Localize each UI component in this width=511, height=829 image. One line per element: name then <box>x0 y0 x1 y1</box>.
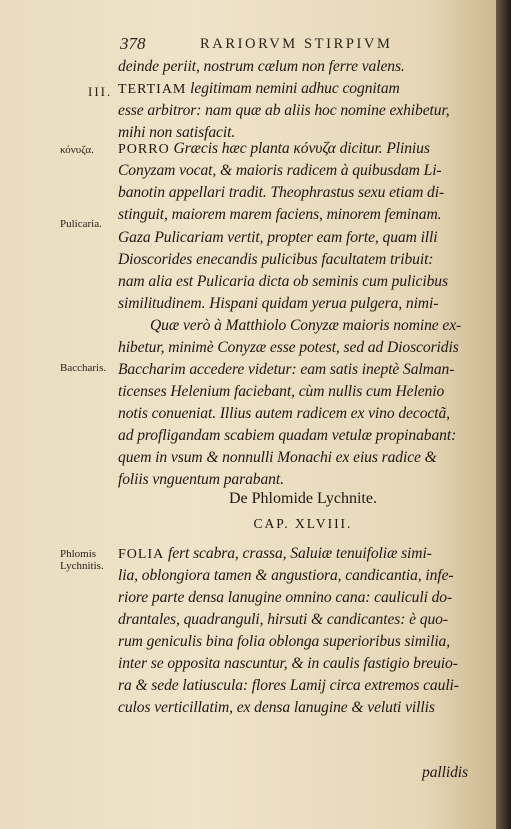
chapter-title: De Phlomide Lychnite. <box>229 490 377 507</box>
margin-note-phlomis: Phlomis Lychnitis. <box>60 548 104 572</box>
text-line: quem in vsum & nonnulli Monachi ex eius radice & <box>118 449 437 466</box>
text-line: Quæ verò à Matthiolo Conyzæ maioris nomine ex- <box>150 317 462 334</box>
text-line: mihi non satisfacit. <box>118 124 236 141</box>
text-line: culos verticillatim, ex densa lanugine & veluti villis <box>118 699 435 716</box>
page-number: 378 <box>120 34 146 53</box>
page-edge <box>496 0 511 829</box>
text-line: similitudinem. Hispani quidam yerua pulgera, nimi- <box>118 295 439 312</box>
text-line: PORRO Græcis hæc planta κόνυζα dicitur. Plinius <box>118 140 430 157</box>
lead-word: PORRO <box>118 142 170 157</box>
text-line: FOLIA fert scabra, crassa, Saluiæ tenuifoliæ simi- <box>118 545 432 562</box>
text-line: hibetur, minimè Conyzæ esse potest, sed ad Dioscoridis <box>118 339 459 356</box>
margin-note-baccharis: Baccharis. <box>60 362 107 374</box>
text-line: esse arbitror: nam quæ ab aliis hoc nomine exhibetur, <box>118 102 450 119</box>
text-line: Baccharim accedere videtur: eam satis ineptè Salman- <box>118 361 455 378</box>
text-line: ra & sede latiuscula: flores Lamij circa extremos cauli- <box>118 677 459 694</box>
text-line: banotin appellari tradit. Theophrastus sexu etiam di- <box>118 184 445 201</box>
text-line: ad profligandam scabiem quadam vetulæ propinabant: <box>118 427 457 444</box>
running-head: RARIORVM STIRPIVM <box>200 36 393 52</box>
text-line: deinde periit, nostrum cælum non ferre valens. <box>118 58 405 75</box>
text-line: drantales, quadranguli, hirsuti & candicantes: è quo- <box>118 611 448 628</box>
margin-note-greek: κόνυζα. <box>60 144 94 156</box>
text-line: ticenses Helenium faciebant, cùm nullis cum Helenio <box>118 383 445 400</box>
text-line: notis conueniat. Illius autem radicem ex vino decoctã, <box>118 405 450 422</box>
section-numeral: III. <box>88 84 113 99</box>
text-line: Conyzam vocat, & maioris radicem à quibusdam Li- <box>118 162 442 179</box>
text-line: foliis vnguentum parabant. <box>118 471 284 488</box>
text-line: inter se opposita nascuntur, & in caulis fastigio breuio- <box>118 655 458 672</box>
text-line: TERTIAM legitimam nemini adhuc cognitam <box>118 80 400 97</box>
lead-word: FOLIA <box>118 547 165 562</box>
chapter-number: CAP. XLVIII. <box>253 516 353 531</box>
margin-note-pulicaria: Pulicaria. <box>60 218 102 230</box>
lead-word: TERTIAM <box>118 82 187 97</box>
text-line: rum geniculis bina folia oblonga superioribus similia, <box>118 633 451 650</box>
text-line: riore parte densa lanugine omnino cana: cauliculi do- <box>118 589 453 606</box>
text-line: lia, oblongiora tamen & angustiora, candicantia, infe- <box>118 567 454 584</box>
text-line: stinguit, maiorem marem faciens, minorem feminam. <box>118 206 442 223</box>
text-line: Gaza Pulicariam vertit, propter eam forte, quam illi <box>118 229 438 246</box>
text-line: Dioscorides enecandis pulicibus facultatem tribuit: <box>118 251 434 268</box>
catchword: pallidis <box>422 764 468 781</box>
text-line: nam alia est Pulicaria dicta ob seminis cum pulicibus <box>118 273 448 290</box>
